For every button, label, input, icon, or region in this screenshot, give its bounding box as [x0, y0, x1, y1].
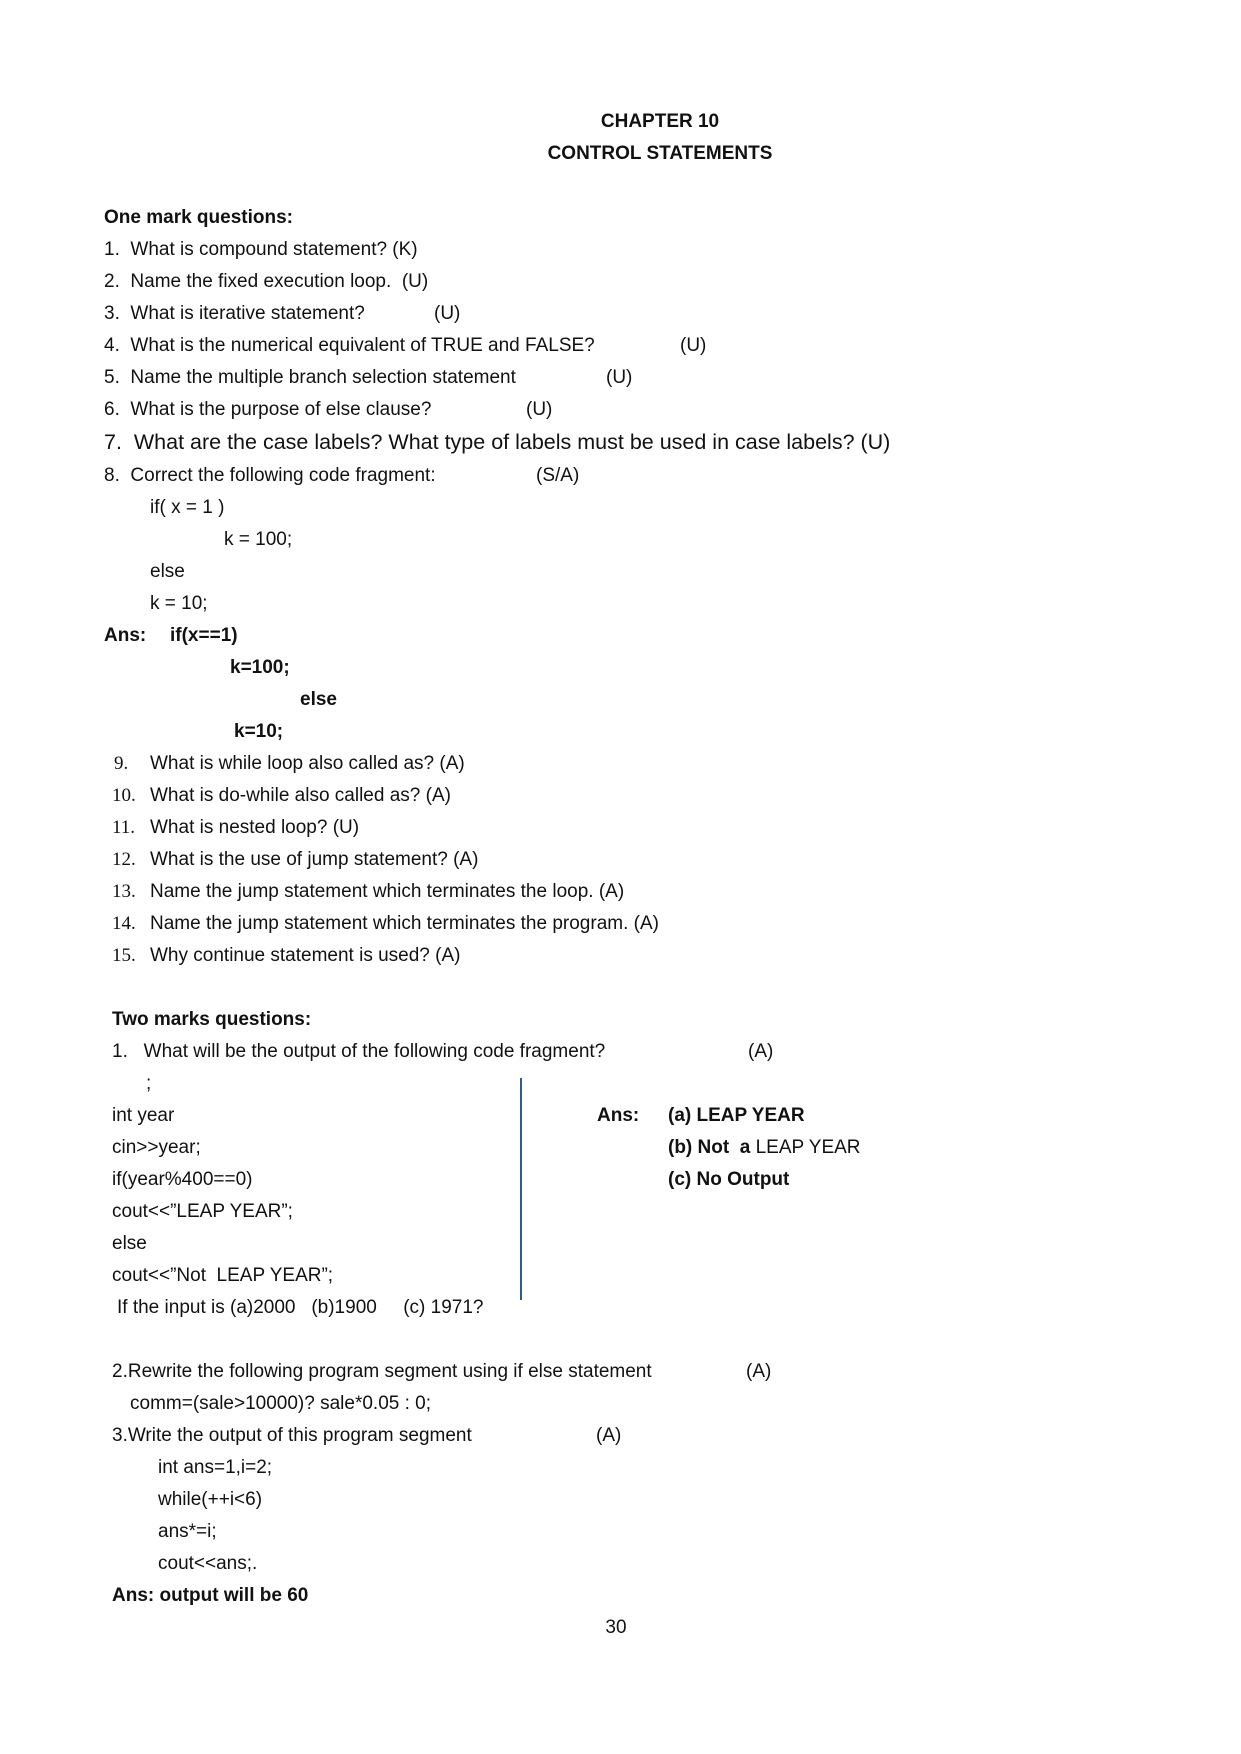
code-line: if( x = 1 ) [150, 497, 225, 518]
code-line: cout<<”Not LEAP YEAR”; [112, 1265, 334, 1286]
answer-line: k=100; [230, 657, 290, 678]
one-mark-q4-tag: (U) [680, 335, 707, 356]
answer-line: else [300, 689, 337, 710]
code-line: ; [146, 1073, 152, 1094]
question-number: 12. [112, 849, 136, 870]
answer-line: if(x==1) [170, 625, 238, 646]
code-line: while(++i<6) [158, 1489, 263, 1510]
code-line: cout<<”LEAP YEAR”; [112, 1201, 293, 1222]
code-line: k = 10; [150, 593, 208, 614]
code-line: comm=(sale>10000)? sale*0.05 : 0; [130, 1393, 432, 1414]
code-line: k = 100; [224, 529, 293, 550]
one-mark-q13: Name the jump statement which terminates the loop. (A) [150, 881, 625, 902]
code-line: int year [112, 1105, 175, 1126]
one-mark-q6-tag: (U) [526, 399, 553, 420]
question-number: 14. [112, 913, 136, 934]
one-mark-q14: Name the jump statement which terminates the program. (A) [150, 913, 659, 934]
code-line: If the input is (a)2000 (b)1900 (c) 1971? [117, 1297, 484, 1318]
two-mark-q3: 3.Write the output of this program segment [112, 1425, 472, 1446]
code-line: else [150, 561, 185, 582]
one-mark-q8-tag: (S/A) [536, 465, 580, 486]
two-mark-q1-tag: (A) [748, 1041, 774, 1062]
code-line: if(year%400==0) [112, 1169, 253, 1190]
two-mark-heading: Two marks questions: [112, 1009, 312, 1030]
code-line: else [112, 1233, 147, 1254]
answer-line: (c) No Output [668, 1169, 790, 1190]
one-mark-heading: One mark questions: [104, 207, 293, 228]
divider-line [520, 1078, 522, 1300]
answer-line [668, 1136, 861, 1160]
question-number: 15. [112, 945, 136, 966]
one-mark-q3: 3. What is iterative statement? [104, 303, 365, 324]
one-mark-q6: 6. What is the purpose of else clause? [104, 399, 432, 420]
answer-line: (a) LEAP YEAR [668, 1105, 805, 1126]
question-number: 11. [112, 817, 136, 838]
one-mark-q12: What is the use of jump statement? (A) [150, 849, 479, 870]
chapter-number: CHAPTER 10 [600, 111, 720, 132]
two-mark-q3-tag: (A) [596, 1425, 622, 1446]
two-mark-q1: 1. What will be the output of the following code fragment? [112, 1041, 606, 1062]
answer-bold-part: (b) Not a [668, 1137, 751, 1158]
one-mark-q8: 8. Correct the following code fragment: [104, 465, 436, 486]
question-number: 9. [114, 753, 129, 774]
chapter-title: CONTROL STATEMENTS [547, 143, 773, 164]
answer-regular-part: LEAP YEAR [750, 1137, 861, 1158]
one-mark-q9: What is while loop also called as? (A) [150, 753, 465, 774]
answer-label: Ans: [104, 625, 147, 646]
one-mark-q11: What is nested loop? (U) [150, 817, 360, 838]
two-mark-q2: 2.Rewrite the following program segment using if else statement [112, 1361, 652, 1382]
one-mark-q3-tag: (U) [434, 303, 461, 324]
one-mark-q5-tag: (U) [606, 367, 633, 388]
question-number: 10. [112, 785, 136, 806]
one-mark-q2: 2. Name the fixed execution loop. (U) [104, 271, 429, 292]
one-mark-q5: 5. Name the multiple branch selection statement [104, 367, 516, 388]
two-mark-q2-tag: (A) [746, 1361, 772, 1382]
answer-label: Ans: [597, 1105, 640, 1126]
one-mark-q4: 4. What is the numerical equivalent of TRUE and FALSE? [104, 335, 595, 356]
one-mark-q15: Why continue statement is used? (A) [150, 945, 461, 966]
one-mark-q7: 7. What are the case labels? What type of labels must be used in case labels? (U) [104, 430, 891, 454]
answer-line: k=10; [234, 721, 284, 742]
code-line: cout<<ans;. [158, 1553, 258, 1574]
one-mark-q1: 1. What is compound statement? (K) [104, 239, 418, 260]
page-number: 30 [605, 1617, 627, 1638]
question-number: 13. [112, 881, 136, 902]
code-line: ans*=i; [158, 1521, 217, 1542]
two-mark-q3-answer: Ans: output will be 60 [112, 1585, 309, 1606]
code-line: cin>>year; [112, 1137, 201, 1158]
code-line: int ans=1,i=2; [158, 1457, 273, 1478]
one-mark-q10: What is do-while also called as? (A) [150, 785, 451, 806]
